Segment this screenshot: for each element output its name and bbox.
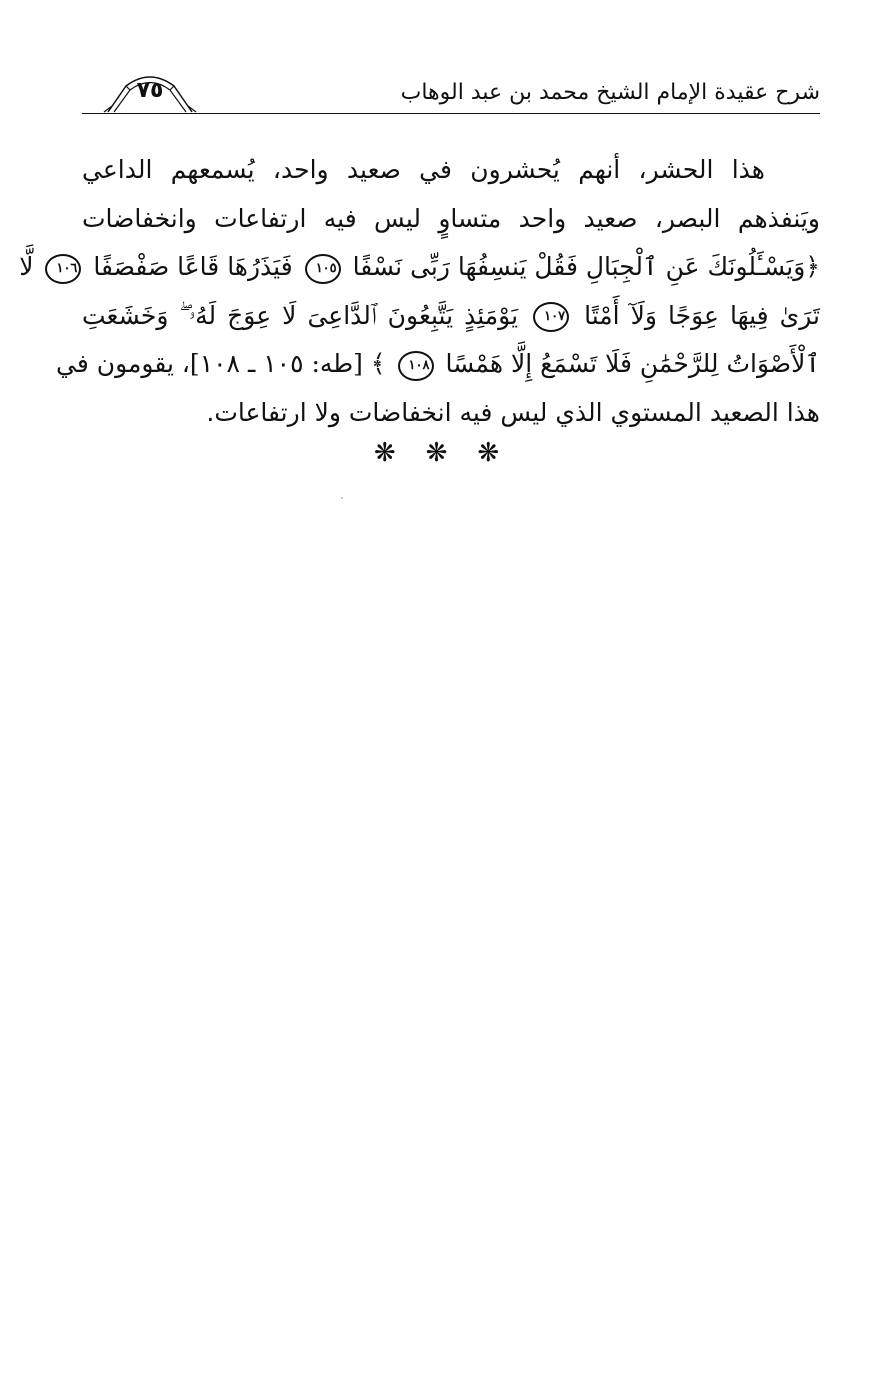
- ayah-number-marker: ١٠٧: [533, 302, 569, 332]
- quran-verse-text: يَوْمَئِذٍ يَتَّبِعُونَ ٱلدَّاعِىَ لَا عِوَجَ لَهُۥ ۖ وَخَشَعَتِ: [82, 300, 519, 330]
- text-line-1: هذا الحشر، أنهم يُحشرون في صعيد واحد، يُسمعهم الداعي: [82, 155, 765, 184]
- quran-line-5: [56, 340, 820, 389]
- running-title: شرح عقيدة الإمام الشيخ محمد بن عبد الوهاب: [400, 80, 820, 105]
- quran-line-4: [82, 292, 820, 341]
- page-number-badge: [102, 66, 198, 114]
- ayah-number-marker: ١٠٨: [398, 351, 434, 381]
- page-number: ٧٥: [136, 78, 164, 103]
- page-header: [82, 66, 820, 116]
- quran-verse-text: ٱلْأَصْوَاتُ لِلرَّحْمَٰنِ فَلَا تَسْمَعُ إِلَّا هَمْسًا: [445, 349, 820, 378]
- ayah-number-marker: ١٠٥: [305, 254, 341, 284]
- quran-verse-text: لَّا: [19, 252, 34, 281]
- text-line-6: هذا الصعيد المستوي الذي ليس فيه انخفاضات ولا ارتفاعات.: [206, 397, 820, 427]
- quran-verse-text: ﴿وَيَسْـَٔلُونَكَ عَنِ ٱلْجِبَالِ فَقُلْ يَنسِفُهَا رَبِّى نَسْفًا: [352, 252, 820, 281]
- header-rule: [82, 113, 820, 114]
- ayah-number-marker: ١٠٦: [45, 254, 81, 284]
- quran-verse-text: تَرَىٰ فِيهَا عِوَجًا وَلَآ أَمْتًا: [584, 300, 820, 330]
- verse-citation: ﴾ [طه: ١٠٥ ـ ١٠٨]، يقومون في: [56, 349, 386, 378]
- body-text: [19, 146, 820, 437]
- quran-line-3: [19, 243, 820, 292]
- print-speck: [341, 497, 343, 499]
- section-separator-asterisks: ❋❋❋: [373, 438, 530, 468]
- quran-verse-text: فَيَذَرُهَا قَاعًا صَفْصَفًا: [93, 252, 293, 281]
- text-line-2: ويَنفذهم البصر، صعيد واحد متساوٍ ليس فيه ارتفاعات وانخفاضات: [82, 203, 820, 233]
